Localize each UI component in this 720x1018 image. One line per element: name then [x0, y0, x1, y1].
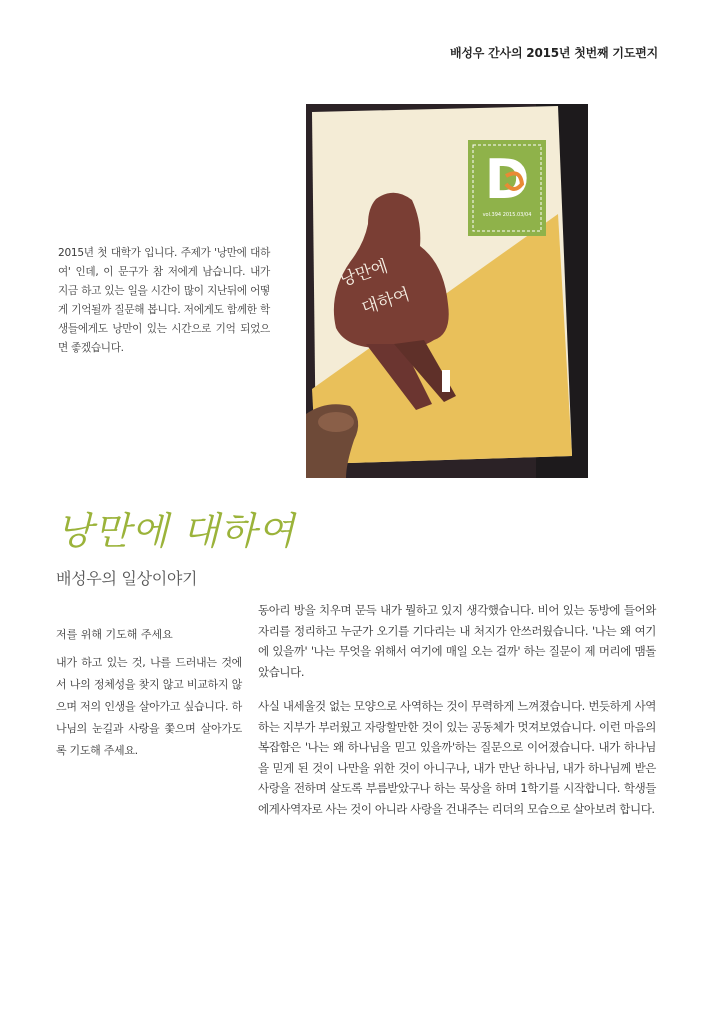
- letter-header: 배성우 간사의 2015년 첫번째 기도편지: [450, 46, 658, 60]
- magazine-illustration: [306, 104, 588, 478]
- article-subtitle: 배성우의 일상이야기: [56, 569, 198, 588]
- main-paragraph-1: 동아리 방을 치우며 문득 내가 뭘하고 있지 생각했습니다. 비어 있는 동방에 들어와 자리를 정리하고 누군가 오기를 기다리는 내 처지가 안쓰러웠습니다. '나는 왜 여기에 있을까' '나는 무엇을 위해서 여기에 매일 오는 걸까' 하는 질문이 제 머리에 맴돌았습니다.: [258, 603, 656, 679]
- magazine-photo: [306, 104, 588, 478]
- magazine-letter: D: [484, 148, 530, 211]
- article-title: 낭만에 대하여: [56, 509, 296, 553]
- main-article: [258, 600, 656, 833]
- intro-text: 2015년 첫 대학가 입니다. 주제가 '낭만에 대하여' 인데, 이 문구가 참 저에게 남습니다. 내가 지금 하고 있는 일을 시간이 많이 지난뒤에 어떻게 기억될까 질문해 봅니다. 저에게도 함께한 학생들에게도 낭만이 있는 시간으로 기억 되었으면 좋겠습니다.: [58, 247, 270, 354]
- prayer-title: 저를 위해 기도해 주세요: [56, 628, 173, 641]
- magazine-issue: vol.394 2015.03/04: [482, 212, 532, 218]
- prayer-body: 내가 하고 있는 것, 나를 드러내는 것에서 나의 정체성을 찾지 않고 비교하지 않으며 저의 인생을 살아가고 싶습니다. 하나님의 눈길과 사랑을 쫓으며 살아가도록 기도해 주세요.: [56, 656, 242, 757]
- cover-text-line2: 대하여: [359, 284, 413, 319]
- cover-text-line1: 낭만에: [337, 256, 391, 291]
- main-paragraph-2: 사실 내세울것 없는 모양으로 사역하는 것이 무력하게 느껴졌습니다. 번듯하게 사역하는 지부가 부러웠고 자랑할만한 것이 있는 공동체가 멋져보였습니다. 이런 마음의 복잡함은 '나는 왜 하나님을 믿고 있을까'하는 질문으로 이어졌습니다. 내가 하나님을 믿게 된 것이 나만을 위한 것이 아니구나, 내가 만난 하나님, 내가 하나님께 받은 사랑을 전하며 살도록 부름받았구나 하는 묵상을 하며 1학기를 시작합니다. 학생들에게사역자로 사는 것이 아니라 사랑을 건내주는 리더의 모습으로 살아보려 합니다.: [258, 699, 656, 816]
